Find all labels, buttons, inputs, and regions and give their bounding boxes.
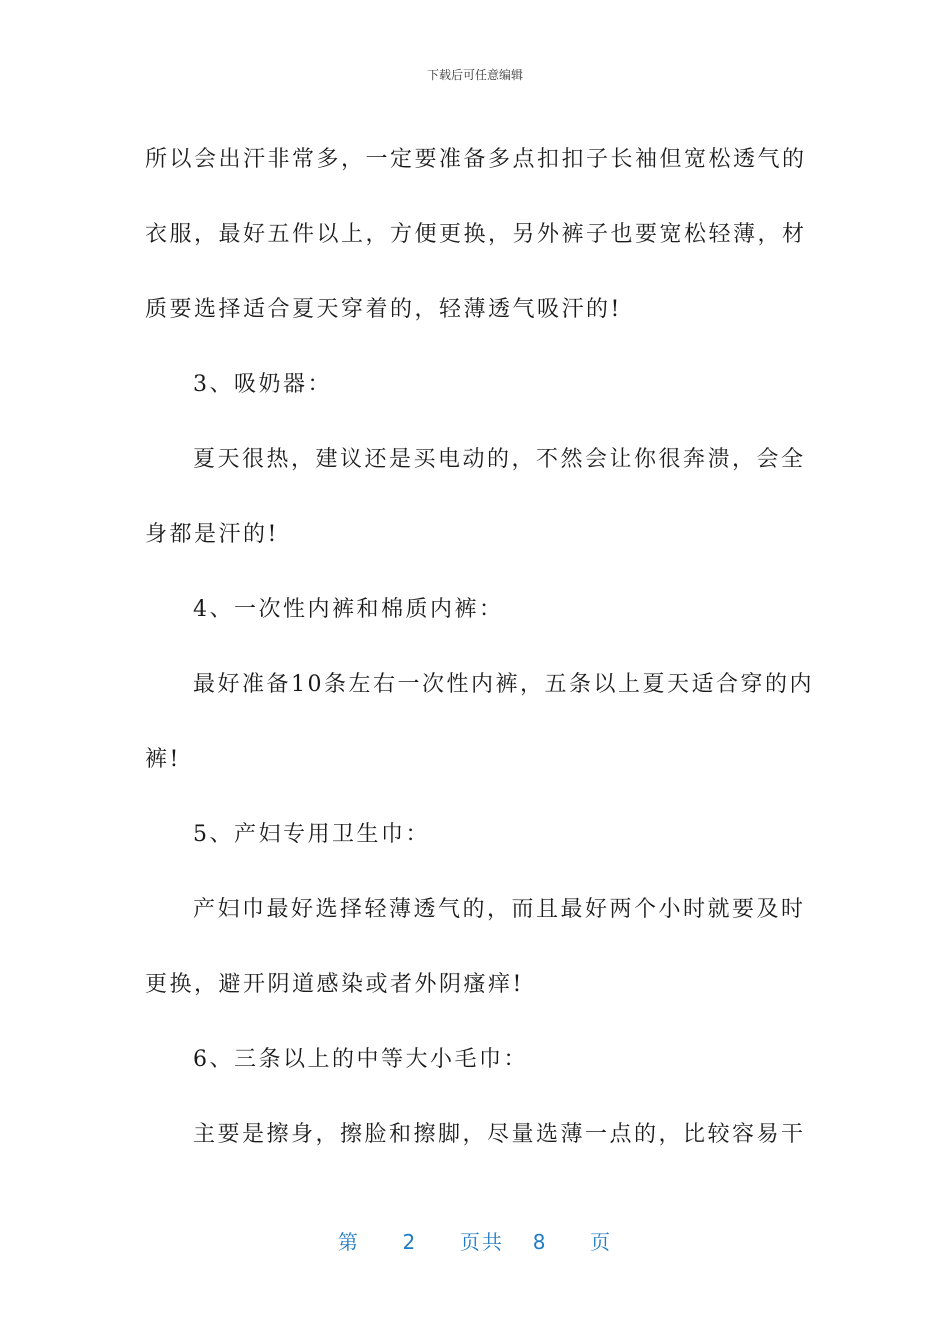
paragraph-line: 质要选择适合夏天穿着的，轻薄透气吸汗的!	[145, 297, 622, 322]
paragraph-line: 身都是汗的!	[145, 522, 279, 547]
footer-suffix: 页	[590, 1230, 613, 1254]
section-heading: 6、三条以上的中等大小毛巾：	[193, 1047, 528, 1072]
section-heading: 4、一次性内裤和棉质内裤：	[193, 597, 504, 622]
footer-prefix: 第	[337, 1230, 360, 1254]
section-heading: 5、产妇专用卫生巾：	[193, 822, 430, 847]
page-header: 下载后可任意编辑	[426, 68, 523, 82]
page-number-footer	[0, 1226, 950, 1255]
paragraph-line: 产妇巾最好选择轻薄透气的，而且最好两个小时就要及时	[193, 897, 806, 922]
paragraph-line: 所以会出汗非常多，一定要准备多点扣扣子长袖但宽松透气的	[145, 147, 807, 172]
section-heading: 3、吸奶器：	[193, 372, 332, 397]
paragraph-line: 衣服，最好五件以上，方便更换，另外裤子也要宽松轻薄，材	[145, 222, 807, 247]
current-page-number: 2	[402, 1230, 418, 1254]
paragraph-line: 最好准备10条左右一次性内裤，五条以上夏天适合穿的内	[193, 672, 814, 697]
paragraph-line: 更换，避开阴道感染或者外阴瘙痒!	[145, 972, 524, 997]
paragraph-line: 主要是擦身，擦脸和擦脚，尽量选薄一点的，比较容易干	[193, 1122, 806, 1147]
paragraph-line: 夏天很热，建议还是买电动的，不然会让你很奔溃，会全	[193, 447, 806, 472]
total-page-count: 8	[532, 1230, 548, 1254]
document-body	[145, 122, 814, 1172]
paragraph-line: 裤!	[145, 747, 181, 772]
footer-middle: 页共	[460, 1230, 504, 1254]
